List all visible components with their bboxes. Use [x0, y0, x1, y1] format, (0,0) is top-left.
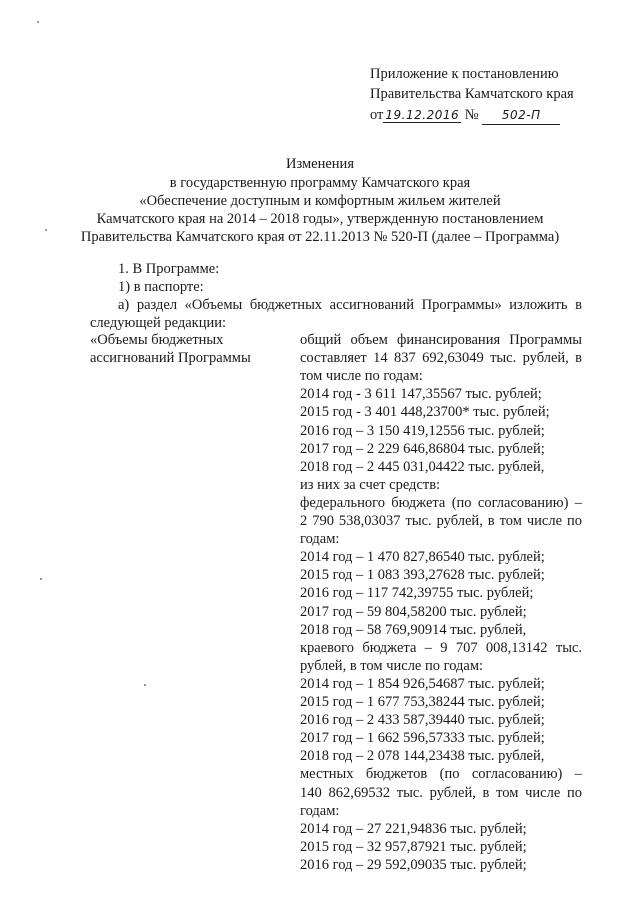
budget-label-line-1: «Объемы бюджетных [90, 332, 224, 348]
budget-detail-line: 2015 год – 1 083 393,27628 тыс. рублей; [300, 567, 545, 583]
budget-label-line-2: ассигнований Программы [90, 350, 251, 366]
appendix-date-line [370, 107, 560, 125]
budget-detail-line: 2016 год – 29 592,09035 тыс. рублей; [300, 857, 527, 873]
budget-detail-line: 2018 год – 58 769,90914 тыс. рублей, [300, 622, 527, 638]
appendix-line-1: Приложение к постановлению [370, 66, 559, 82]
date-prefix: от [370, 107, 384, 123]
item-1-1: 1) в паспорте: [118, 279, 204, 295]
budget-detail-line: 2018 год – 2 078 144,23438 тыс. рублей, [300, 748, 545, 764]
budget-detail-line: 2015 год - 3 401 448,23700* тыс. рублей; [300, 404, 550, 420]
budget-detail-line: 2 790 538,03037 тыс. рублей, в том числе по [300, 513, 582, 529]
doc-title-line-2: в государственную программу Камчатского края [169, 175, 471, 191]
budget-detail-line: 2016 год – 3 150 419,12556 тыс. рублей; [300, 423, 545, 439]
doc-title-line-4: Камчатского края на 2014 – 2018 годы», утвержденную постановлением [96, 211, 544, 227]
budget-detail-line: 2016 год – 2 433 587,39440 тыс. рублей; [300, 712, 545, 728]
doc-title-line-5: Правительства Камчатского края от 22.11.2013 № 520-П (далее – Программа) [80, 229, 560, 245]
scan-speck [144, 684, 146, 686]
number-label: № [464, 107, 479, 123]
budget-detail-line: 2014 год - 3 611 147,35567 тыс. рублей; [300, 386, 542, 402]
budget-detail-line: 2017 год – 59 804,58200 тыс. рублей; [300, 604, 527, 620]
handwritten-number: 502-П [482, 107, 560, 125]
budget-detail-line: 2017 год – 1 662 596,57333 тыс. рублей; [300, 730, 545, 746]
budget-detail-line: 2015 год – 1 677 753,38244 тыс. рублей; [300, 694, 545, 710]
budget-detail-line: 2014 год – 1 470 827,86540 тыс. рублей; [300, 549, 545, 565]
budget-detail-line: 2017 год – 2 229 646,86804 тыс. рублей; [300, 441, 545, 457]
doc-title-line-3: «Обеспечение доступным и комфортным жильем жителей [139, 193, 501, 209]
budget-detail-line: годам: [300, 803, 340, 819]
scan-speck [37, 21, 39, 23]
handwritten-date: 19.12.2016 [385, 108, 460, 122]
budget-detail-line: годам: [300, 531, 340, 547]
budget-detail-line: 2014 год – 1 854 926,54687 тыс. рублей; [300, 676, 545, 692]
budget-detail-line: том числе по годам: [300, 368, 423, 384]
appendix-line-2: Правительства Камчатского края [370, 86, 574, 102]
budget-detail-line: составляет 14 837 692,63049 тыс. рублей, в [300, 350, 582, 366]
budget-detail-line: из них за счет средств: [300, 477, 441, 493]
budget-detail-line: краевого бюджета – 9 707 008,13142 тыс. [300, 640, 582, 656]
budget-detail-line: 140 862,69532 тыс. рублей, в том числе по [300, 785, 582, 801]
budget-detail-line: федерального бюджета (по согласованию) – [300, 495, 582, 511]
scan-speck [40, 578, 42, 580]
doc-title: Изменения [286, 156, 354, 172]
budget-detail-line: 2018 год – 2 445 031,04422 тыс. рублей, [300, 459, 545, 475]
budget-detail-line: местных бюджетов (по согласованию) – [300, 766, 582, 782]
item-a-line-1: а) раздел «Объемы бюджетных ассигнований Программы» изложить в [118, 297, 582, 313]
budget-detail-line: общий объем финансирования Программы [300, 332, 582, 348]
budget-detail-line: 2016 год – 117 742,39755 тыс. рублей; [300, 585, 534, 601]
item-a-line-2: следующей редакции: [90, 315, 227, 331]
budget-detail-line: 2014 год – 27 221,94836 тыс. рублей; [300, 821, 527, 837]
item-1: 1. В Программе: [118, 261, 220, 277]
budget-detail-line: 2015 год – 32 957,87921 тыс. рублей; [300, 839, 527, 855]
budget-detail-line: рублей, в том числе по годам: [300, 658, 484, 674]
